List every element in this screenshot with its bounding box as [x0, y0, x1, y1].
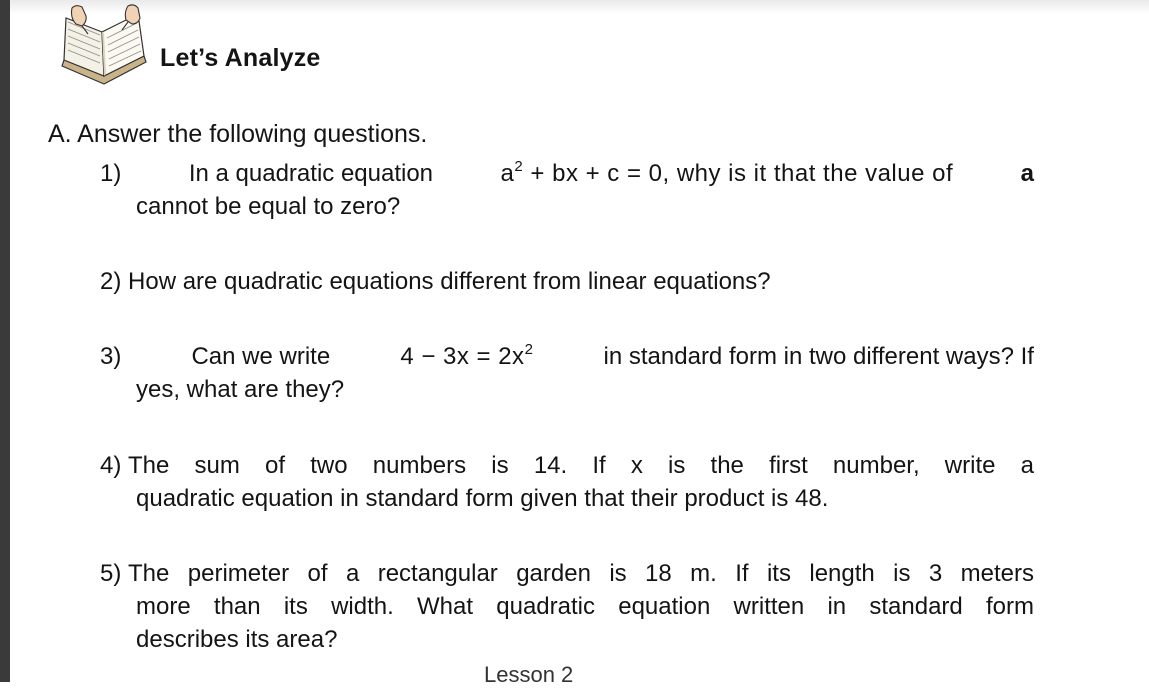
open-book-icon	[58, 4, 150, 90]
question-1-line-1	[100, 157, 1034, 190]
question-2-text: How are quadratic equations different from linear equations?	[128, 268, 771, 295]
question-4-line-1	[100, 449, 1034, 482]
question-3-text-after: in standard form in two different ways? If	[603, 343, 1034, 370]
question-5-text-1: The perimeter of a rectangular garden is 18 m. If its length is 3 meters	[128, 560, 1034, 587]
question-4-line-2: quadratic equation in standard form given that their product is 48.	[136, 485, 829, 512]
question-4-text-1: The sum of two numbers is 14. If x is the first number, write a	[128, 452, 1034, 479]
question-3-line-2: yes, what are they?	[136, 376, 345, 403]
question-4-number: 4)	[100, 452, 122, 479]
instruction-heading: A. Answer the following questions.	[48, 120, 428, 148]
question-3-text-before: Can we write	[191, 343, 331, 370]
question-5-line-2: more than its width. What quadratic equation written in standard form	[136, 593, 1034, 620]
question-1-equation: $a^2$ + bx + c = 0, why is it that the value of	[500, 158, 954, 187]
question-5-number: 5)	[100, 560, 122, 587]
question-2-line-1	[100, 265, 1034, 298]
top-shadow	[10, 0, 1149, 14]
question-3-equation: $4 - 3x = 2x^2$	[400, 341, 534, 370]
question-5	[100, 557, 1034, 656]
question-1	[100, 157, 1034, 223]
question-4	[100, 449, 1034, 515]
footer-lesson: Lesson 2	[484, 662, 574, 687]
question-1-number: 1)	[100, 160, 122, 187]
page-edge	[0, 0, 10, 682]
question-5-line-1	[100, 557, 1034, 590]
question-3	[100, 340, 1034, 406]
question-3-number: 3)	[100, 343, 122, 370]
section-title: Let’s Analyze	[160, 44, 321, 72]
question-1-bold-a: a	[1020, 160, 1034, 187]
question-3-line-1	[100, 340, 1034, 373]
question-1-line-2: cannot be equal to zero?	[136, 193, 401, 220]
question-2	[100, 265, 1034, 298]
question-2-number: 2)	[100, 268, 122, 295]
question-5-line-3: describes its area?	[136, 626, 338, 653]
question-1-text-before: In a quadratic equation	[188, 160, 434, 187]
